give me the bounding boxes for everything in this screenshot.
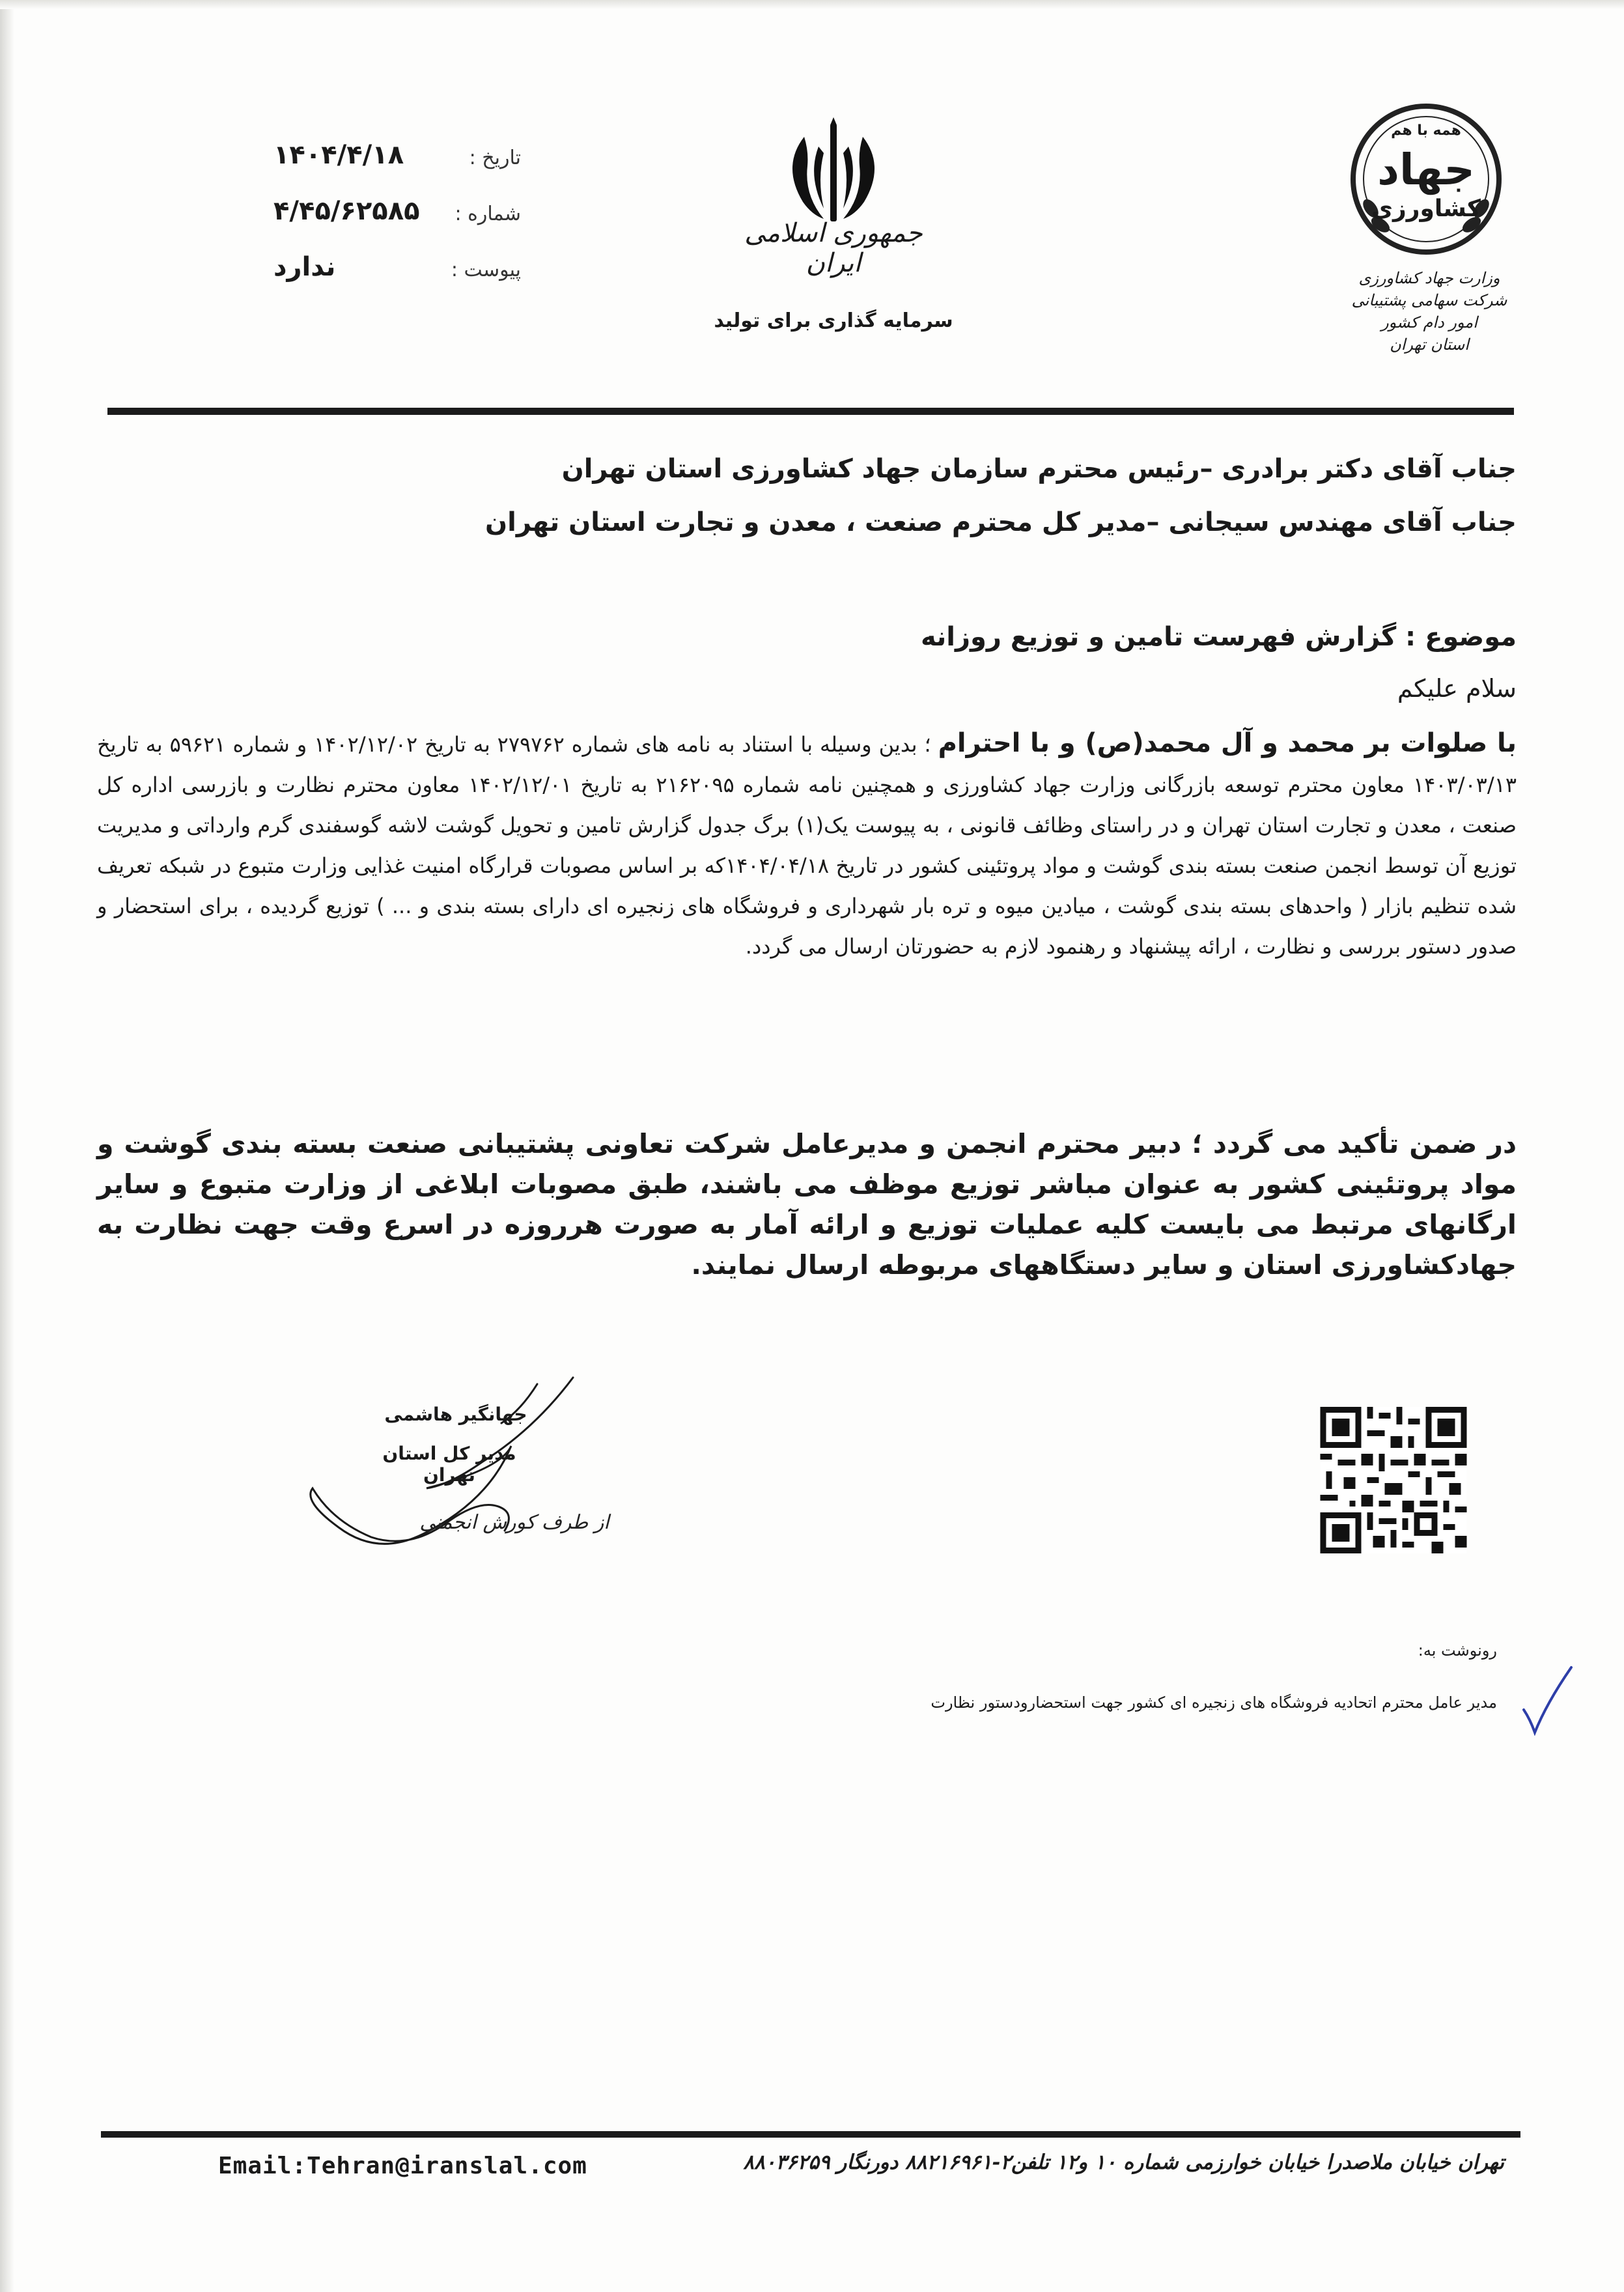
signatory-name: جهانگیر هاشمی [384,1404,527,1425]
logo-tagline: همه با هم [1391,122,1461,139]
recipient-2: جناب آقای مهندس سیجانی –مدیر کل محترم صنعت ، معدن و تجارت استان تهران [485,507,1517,537]
scan-edge-top [0,0,1624,9]
body-paragraph-1 [97,723,1517,967]
attachment-row [273,252,521,308]
greeting: سلام علیکم [1397,674,1517,703]
footer-address: تهران خیابان ملاصدرا خیابان خوارزمی شماره ۱۰ و۱۲ تلفن۲-۸۸۲۱۶۹۶۱ دورنگار ۸۸۰۳۶۲۵۹ [743,2151,1504,2174]
attachment-value: ندارد [273,252,336,282]
recipient-1: جناب آقای دکتر برادری –رئیس محترم سازمان جهاد کشاورزی استان تهران [561,454,1517,484]
scan-edge [0,0,14,2292]
qr-code-icon [1315,1407,1472,1553]
header-divider [107,408,1514,415]
org-line-2: شرکت سهامی پشتیبانی امور دام کشور [1351,291,1507,332]
date-value: ۱۴۰۴/۴/۱۸ [273,140,404,170]
date-label: تاریخ : [469,147,521,169]
number-row [273,196,521,252]
body-paragraph-2: در ضمن تأکید می گردد ؛ دبیر محترم انجمن و مدیرعامل شرکت تعاونی پشتیبانی صنعت بسته بندی گوشت و مواد پروتئینی کشور به عنوان مباشر توزیع موظف می باشند، طبق مصوبات ابلاغی از وزارت متبوع و سایر ارگانهای مرتبط می بایست کلیه عملیات توزیع و ارائه آمار به صورت هرروزه در اسرع وقت جهت نظارت به جهادکشاورزی استان و سایر دستگاههای مربوطه ارسال نمایند. [97,1128,1517,1280]
checkmark-icon [1520,1664,1573,1736]
logo-title: جهاد [1377,145,1475,195]
number-label: شماره : [455,203,521,225]
logo-subtitle: کشاورزی [1371,195,1481,222]
org-line-3: استان تهران [1390,335,1469,354]
cc-recipient: مدیر عامل محترم اتحادیه فروشگاه های زنجیره ای کشور جهت استحضارودستور نظارت [931,1693,1497,1712]
cc-label: رونوشت به: [1418,1641,1497,1660]
subject-line: موضوع : گزارش فهرست تامین و توزیع روزانه [921,622,1517,652]
org-line-1: وزارت جهاد کشاورزی [1358,269,1500,287]
organization-name [1341,267,1517,356]
number-value: ۴/۴۵/۶۲۵۸۵ [273,196,420,226]
iran-emblem-icon [778,117,889,231]
signature-note: از طرف کورش انجمنی [419,1511,609,1534]
letter-meta [273,140,521,308]
signatory-title: مدیر کل استان تهران [382,1443,516,1486]
body-paragraph-1-text: ؛ بدین وسیله با استناد به نامه های شماره ۲۷۹۷۶۲ به تاریخ ۱۴۰۲/۱۲/۰۲ و شماره ۵۹۶۲۱ به تاریخ ۱۴۰۳/۰۳/۱۳ معاون محترم توسعه بازرگانی وزارت جهاد کشاورزی و همچنین نامه شماره ۲۱۶۲۰۹۵ به تاریخ ۱۴۰۲/۱۲/۰۱ معاون محترم نظارت و بازرسی اداره کل صنعت ، معدن و تجارت استان تهران و در راستای وظائف قانونی ، به پیوست یک(۱) برگ جدول گزارش تامین و تحویل گوشت لاشه گوسفندی گرم وارداتی و مدیریت توزیع آن توسط انجمن صنعت بسته بندی گوشت و مواد پروتئینی کشور در تاریخ ۱۴۰۴/۰۴/۱۸که بر اساس مصوبات قرارگاه امنیت غذایی وزارت متبوع در شبکه تعریف شده تنظیم بازار ( واحدهای بسته بندی گوشت ، میادین میوه و تره بار شهرداری و فروشگاه های زنجیره ای دارای بسته بندی و ... ) توزیع گردیده ، برای استحضار و صدور دستور بررسی و نظارت ، ارائه پیشنهاد و رهنمود لازم به حضورتان ارسال می گردد. [97,732,1517,959]
emblem-caption: جمهوری اسلامی ایران [744,218,923,278]
footer-email: Email:Tehran@iranslal.com [218,2153,587,2179]
footer-divider [101,2131,1520,2138]
date-row [273,140,521,196]
salutation: با صلوات بر محمد و آل محمد(ص) و با احترام [938,728,1517,758]
attachment-label: پیوست : [451,259,521,281]
slogan: سرمایه گذاری برای تولید [714,309,953,332]
